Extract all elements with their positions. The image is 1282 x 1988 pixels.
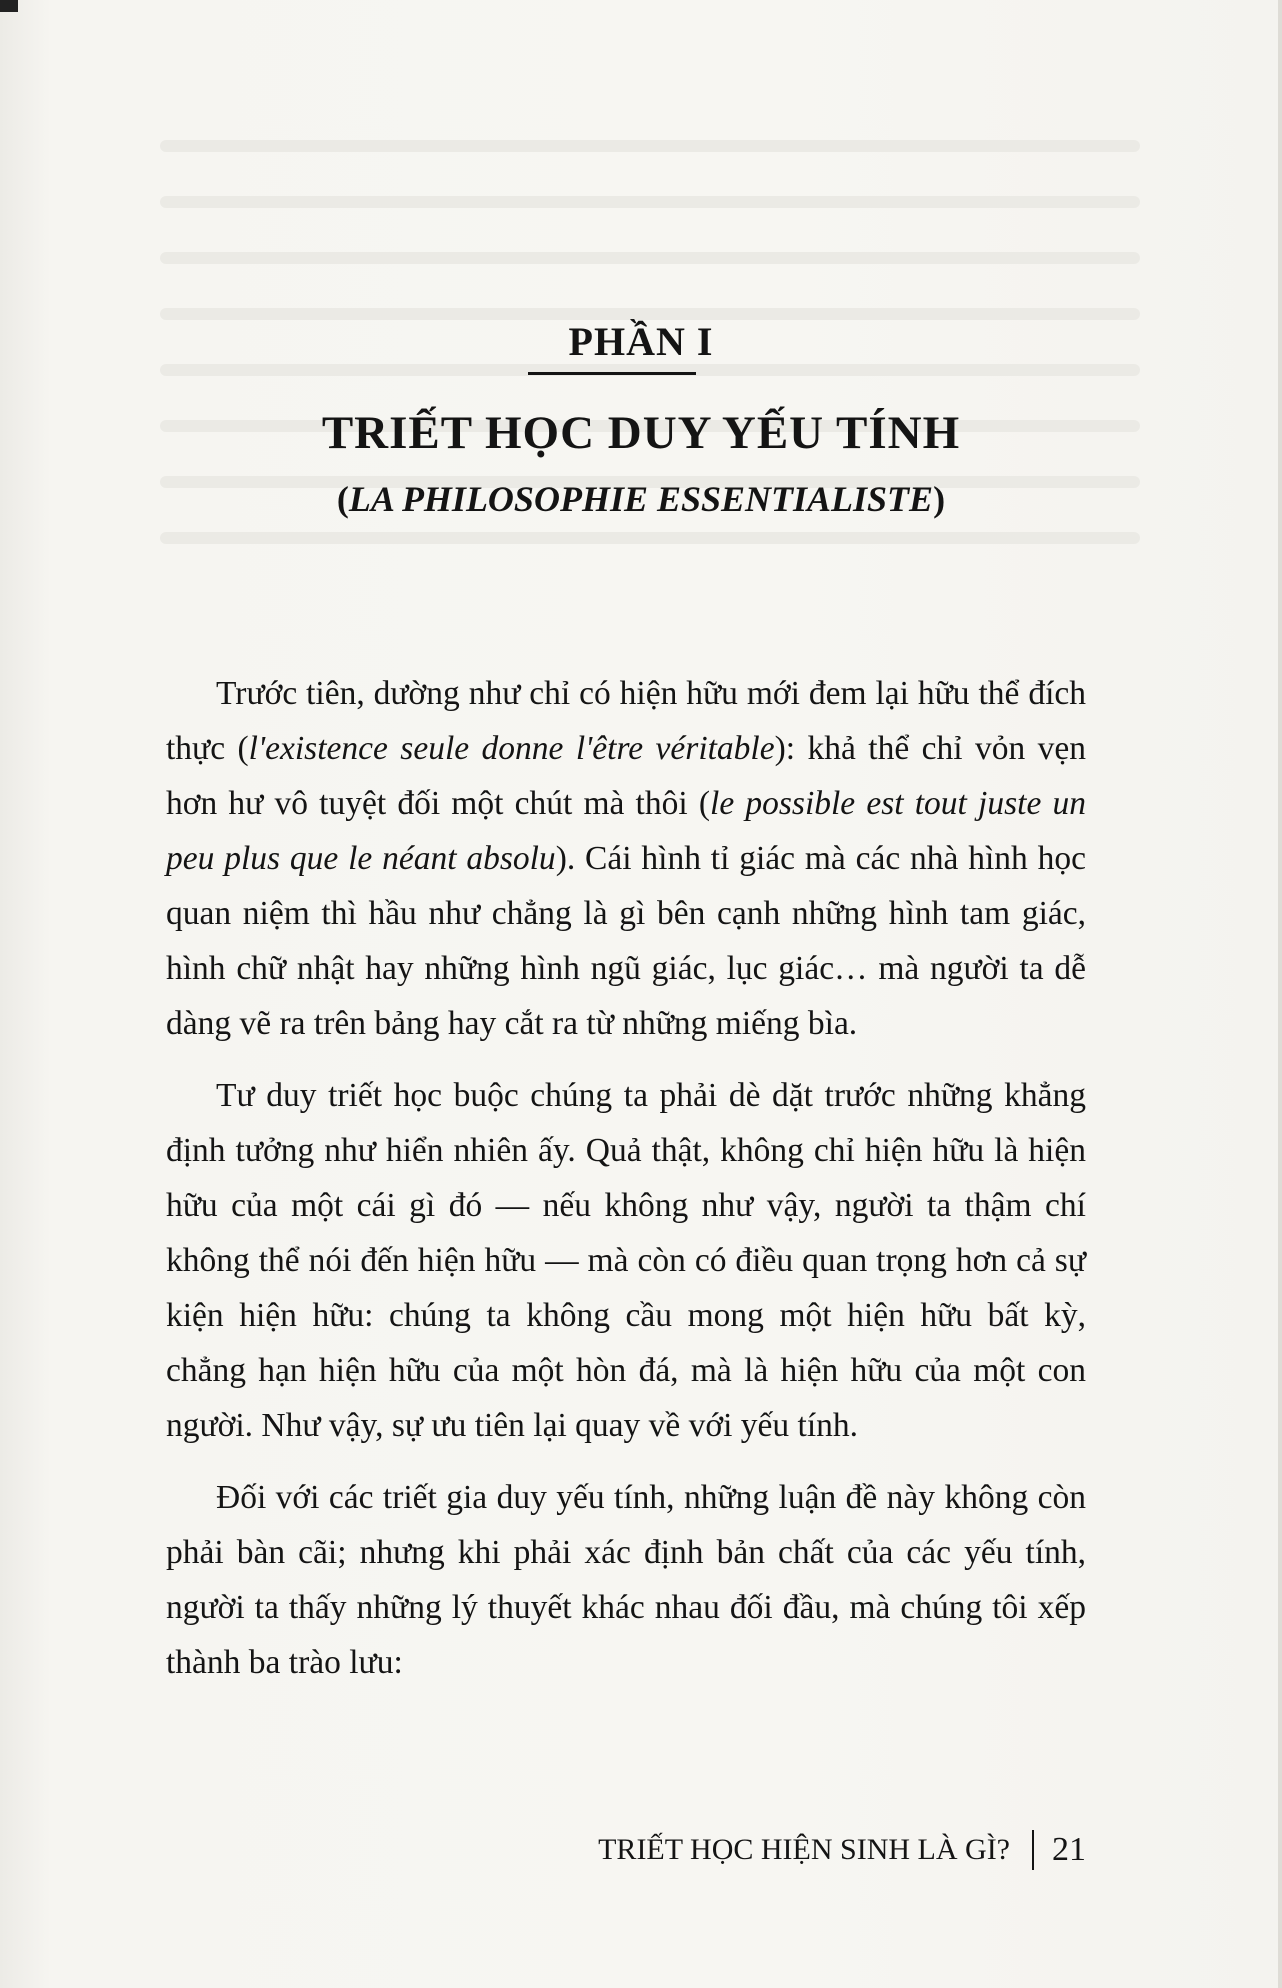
running-footer bbox=[598, 1830, 1086, 1870]
chapter-subtitle: (LA PHILOSOPHIE ESSENTIALISTE) bbox=[336, 479, 946, 519]
text-segment: ). Cái hình tỉ giác mà các nhà hình học quan niệm thì hầu như chẳng là gì bên cạnh những hình tam giác, hình chữ nhật hay những hình ngũ giác, lục giác… mà người ta dễ dàng vẽ ra trên bảng hay cắt ra từ những miếng bìa. bbox=[166, 840, 1086, 1042]
part-label: PHẦN I bbox=[568, 319, 714, 364]
chapter-title: TRIẾT HỌC DUY YẾU TÍNH bbox=[321, 407, 961, 459]
text-segment: Trước tiên, dường như chỉ có hiện hữu mới đem lại hữu thể đích thực ( bbox=[166, 675, 1086, 767]
footer-separator bbox=[1032, 1830, 1034, 1870]
footer-book-title: TRIẾT HỌC HIỆN SINH LÀ GÌ? bbox=[598, 1833, 1010, 1866]
paragraph bbox=[166, 1068, 1086, 1453]
body-text bbox=[166, 666, 1086, 1707]
part-underline bbox=[528, 372, 696, 375]
page-edge bbox=[1278, 0, 1282, 1988]
paragraph bbox=[166, 666, 1086, 1051]
text-segment: Tư duy triết học buộc chúng ta phải dè dặt trước những khẳng định tưởng như hiển nhiên ấy. Quả thật, không chỉ hiện hữu là hiện hữu của một cái gì đó — nếu không như vậy, người ta thậm chí không thể nói đến hiện hữu — mà còn có điều quan trọng hơn cả sự kiện hiện hữu: chúng ta không cầu mong một hiện hữu bất kỳ, chẳng hạn hiện hữu của một hòn đá, mà là hiện hữu của một con người. Như vậy, sự ưu tiên lại quay về với yếu tính. bbox=[166, 1077, 1086, 1444]
subtitle-french: LA PHILOSOPHIE ESSENTIALISTE bbox=[348, 479, 934, 519]
scan-corner-mark bbox=[0, 0, 18, 12]
italic-quote: l'existence seule donne l'être véritable bbox=[248, 730, 775, 767]
page-number: 21 bbox=[1052, 1831, 1086, 1868]
text-segment: Đối với các triết gia duy yếu tính, những luận đề này không còn phải bàn cãi; nhưng khi phải xác định bản chất của các yếu tính, người ta thấy những lý thuyết khác nhau đối đầu, mà chúng tôi xếp thành ba trào lưu: bbox=[166, 1479, 1086, 1681]
italic-quote: le possible est tout juste un peu plus que le néant absolu bbox=[166, 785, 1086, 877]
paragraph bbox=[166, 1470, 1086, 1690]
text-segment: ): khả thể chỉ vỏn vẹn hơn hư vô tuyệt đối một chút mà thôi ( bbox=[166, 730, 1086, 822]
